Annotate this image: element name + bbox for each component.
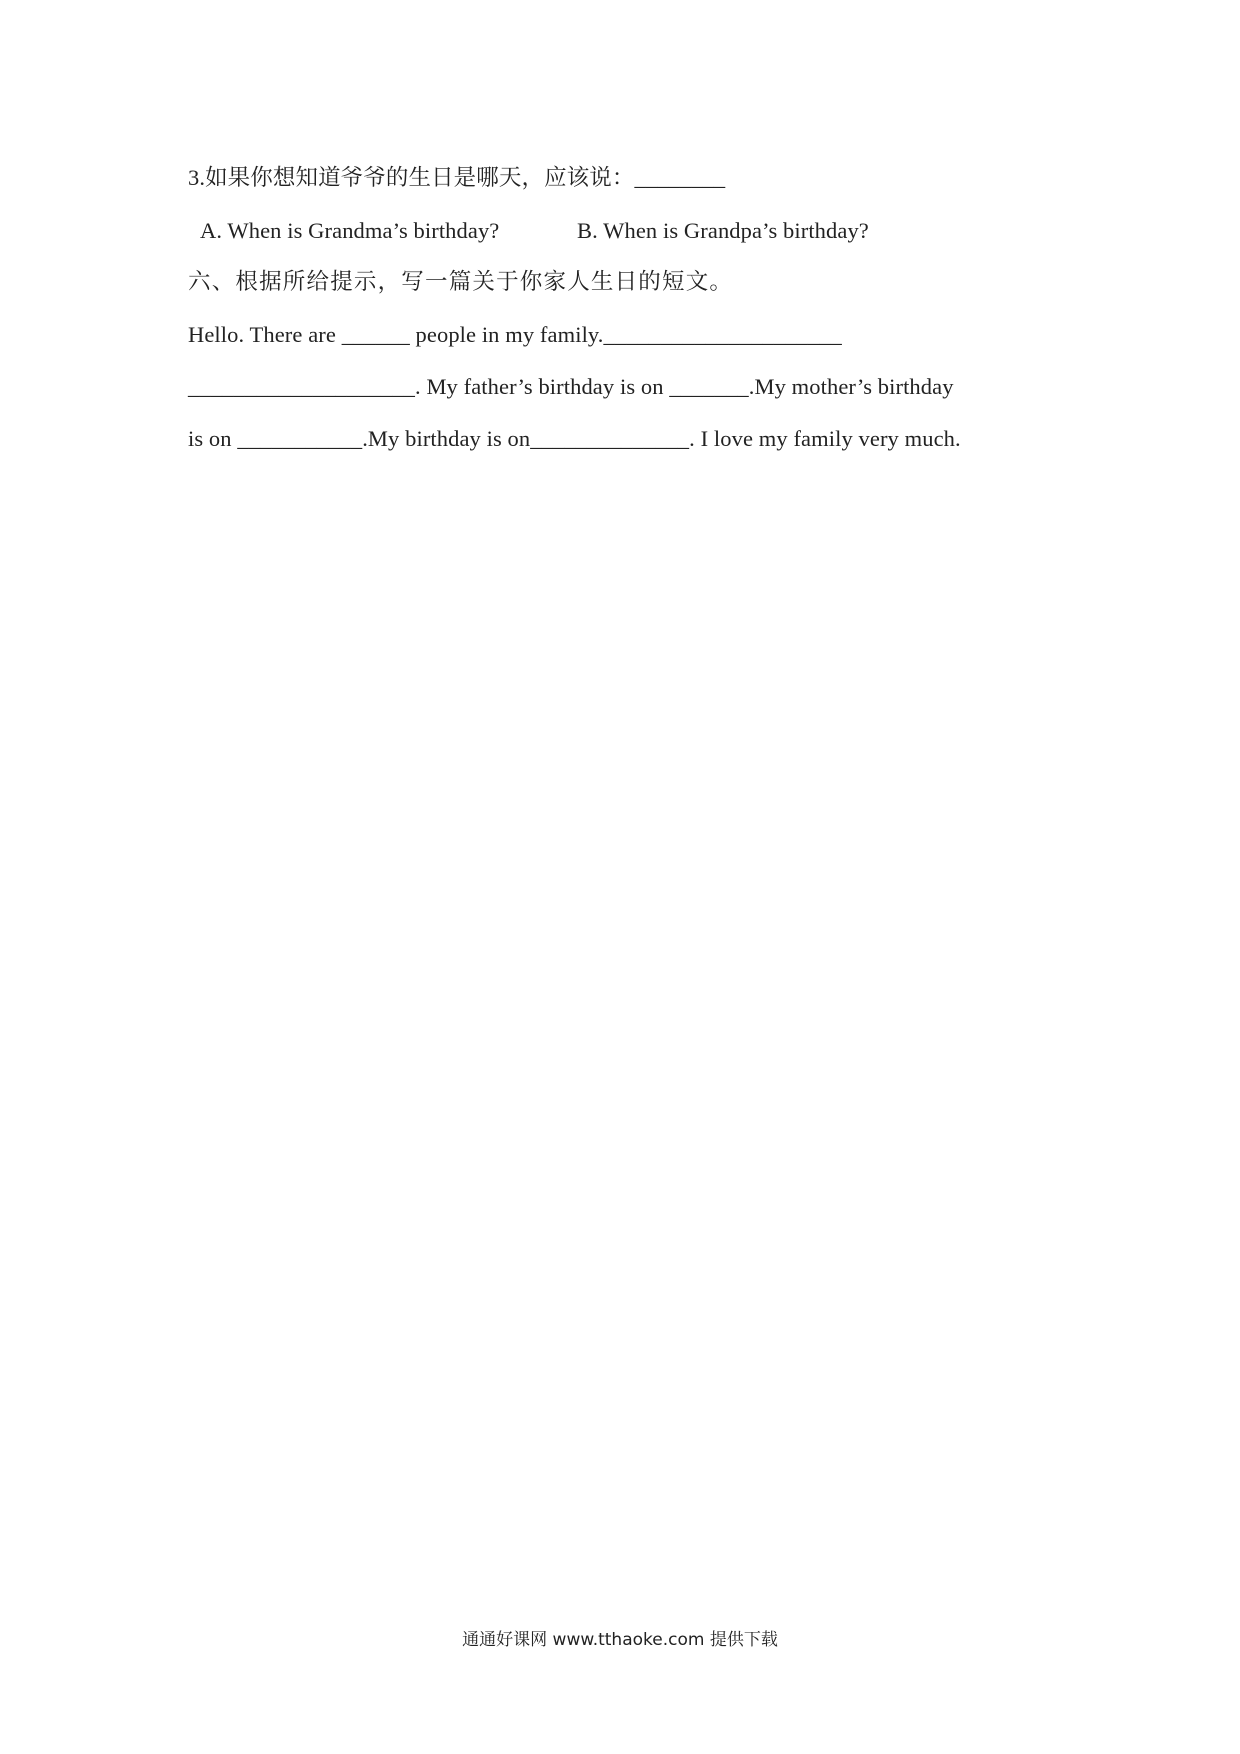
essay-line-1: Hello. There are ______ people in my family._____________________ [188,322,842,347]
essay-line-3: is on ___________.My birthday is on______________. I love my family very much. [188,426,961,451]
question-3-option-b: B. When is Grandpa’s birthday? [577,218,869,243]
essay-line-2: ____________________. My father’s birthday is on _______.My mother’s birthday [188,374,954,399]
page-footer: 通通好课网 www.tthaoke.com 提供下载 [462,1630,778,1650]
question-3-option-a: A. When is Grandma’s birthday? [200,218,500,243]
question-3-prompt: 3.如果你想知道爷爷的生日是哪天，应该说：________ [188,165,726,190]
section-6-heading: 六、根据所给提示，写一篇关于你家人生日的短文。 [188,269,734,294]
